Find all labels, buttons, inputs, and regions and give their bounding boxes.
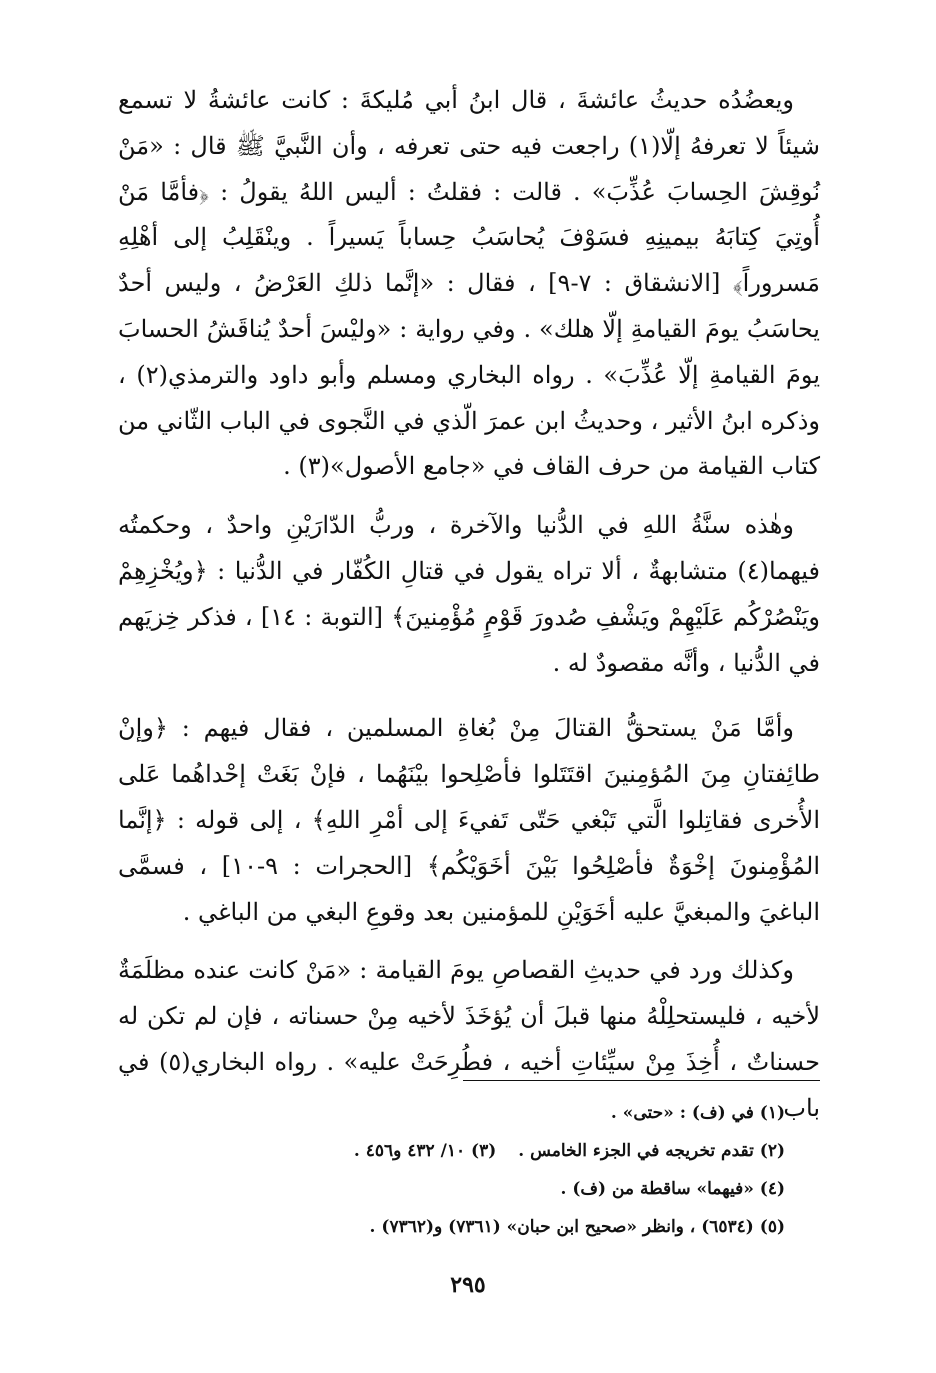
page-number: ٢٩٥ — [450, 1272, 486, 1298]
footnote-row-2-3 — [118, 1132, 785, 1170]
paragraph-4: وكذلك ورد في حديثِ القصاصِ يومَ القيامة : «مَنْ كانت عنده مظلَمَةٌ لأخيه ، فليستحلِلْهُ منها قبلَ أن يُؤخَذَ لأخيه مِنْ حسناته ، فإن لم تكن له حسناتٌ ، أُخِذَ مِنْ سيِّئاتِ أخيه ، فطُرِحَتْ عليه» . رواه البخاري(٥) في باب — [118, 956, 821, 1122]
footnote-separator — [463, 1080, 820, 1081]
paragraph-2: وهٰذه سنَّةُ اللهِ في الدُّنيا والآخرة ، وربُّ الدّارَيْنِ واحدٌ ، وحكمتُه فيهما(٤) متشابهةٌ ، ألا تراه يقول في قتالِ الكُفّار في الدُّنيا : ﴿ويُخْزِهِمْ ويَنْصُرْكُم عَلَيْهِمْ ويَشْفِ صُدورَ قَوْمٍ مُؤْمِنينَ﴾ [التوبة : ١٤] ، فذكر خِزيَهم في الدُّنيا ، وأنَّه مقصودٌ له . — [118, 511, 820, 677]
footnote-2: (٢) تقدم تخريجه في الجزء الخامس . — [518, 1141, 785, 1161]
footnote-5: (٥) (٦٥٣٤) ، وانظر «صحيح ابن حبان» (٧٣٦١) و(٧٣٦٢) . — [369, 1217, 785, 1237]
paragraph-1: ويعضُدُه حديثُ عائشةَ ، قال ابنُ أبي مُليكةَ : كانت عائشةُ لا تسمع شيئاً لا تعرفهُ إلّا(١) راجعت فيه حتى تعرفه ، وأن النَّبيَّ ﷺ قال : «مَنْ نُوقِشَ الحِسابَ عُذِّبَ» . قالت : فقلتُ : أليس اللهُ يقولُ : ﴿فأمَّا مَنْ أُوتِيَ كِتابَهُ بيمينِهِ فسَوْفَ يُحاسَبُ حِساباً يَسيراً . وينْقَلِبُ إلى أهْلِهِ مَسروراً﴾ [الانشقاق : ٧-٩] ، فقال : «إنَّما ذلكِ العَرْضُ ، وليس أحدٌ يحاسَبُ يومَ القيامةِ إلّا هلك» . وفي رواية : «وليْسَ أحدٌ يُناقَشُ الحسابَ يومَ القيامةِ إلّا عُذِّبَ» . رواه البخاري ومسلم وأبو داود والترمذي(٢) ، وذكره ابنُ الأثير ، وحديثُ ابن عمرَ الّذي في النَّجوى في الباب الثّاني من كتاب القيامة من حرف القاف في «جامع الأصول»(٣) . — [118, 86, 821, 481]
footnote-1: (١) في (ف) : «حتى» . — [610, 1103, 785, 1123]
main-text — [118, 78, 820, 1132]
footnote-3: (٣) ١٠/ ٤٣٢ و٤٥٦ . — [353, 1141, 497, 1161]
footnote-4: (٤) «فيهما» ساقطة من (ف) . — [560, 1179, 785, 1199]
footnotes — [118, 1094, 785, 1246]
paragraph-3: وأمَّا مَنْ يستحقُّ القتالَ مِنْ بُغاةِ المسلمين ، فقال فيهم : ﴿وإنْ طائِفتانِ مِنَ المُؤمِنينَ اقتَتَلوا فأصْلِحوا بيْنَهُما ، فإنْ بَغَتْ إحْداهُما عَلى الأُخرى فقاتِلوا الَّتي تَبْغي حَتّى تَفيءَ إلى أمْرِ اللهِ﴾ ، إلى قوله : ﴿إنَّما المُؤْمِنونَ إخْوَةٌ فأصْلِحُوا بَيْنَ أخَوَيْكُم﴾ [الحجرات : ٩-١٠] ، فسمَّى الباغيَ والمبغيَّ عليه أخَوَيْنِ للمؤمنين بعد وقوعِ البغي من الباغي . — [118, 714, 820, 926]
